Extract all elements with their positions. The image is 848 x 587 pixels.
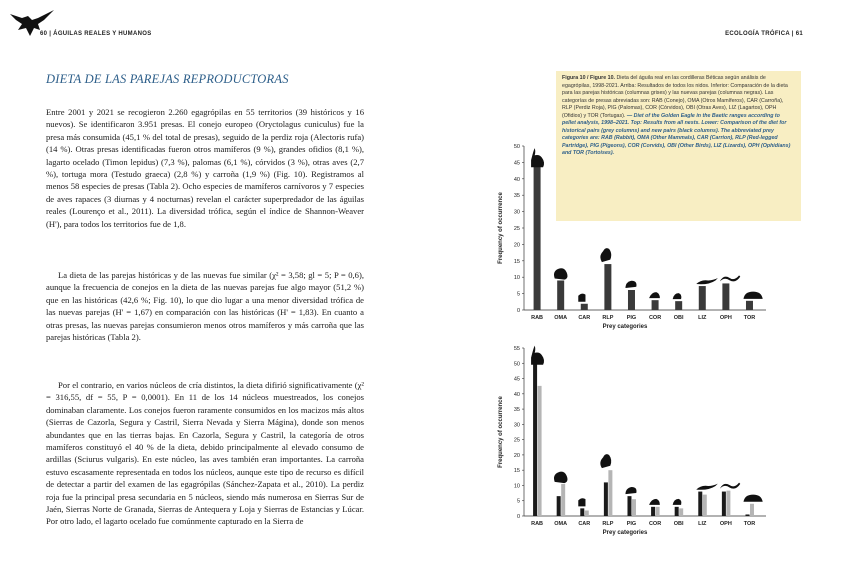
prey-pig-icon: [625, 487, 636, 494]
x-tick-label: OMA: [554, 315, 568, 321]
y-tick-label: 45: [513, 160, 520, 167]
x-tick-label: OMA: [554, 521, 568, 527]
x-tick-label: OPH: [719, 521, 732, 527]
y-tick-label: 35: [513, 407, 520, 414]
y-tick-label: 30: [513, 422, 520, 429]
y-tick-label: 40: [513, 176, 520, 183]
y-tick-label: 0: [516, 514, 520, 520]
bar-liz-historical: [703, 495, 707, 516]
prey-pig-icon: [625, 281, 636, 288]
caption-figure-label: Figura 10 / Figure 10.: [562, 75, 615, 81]
bar-oma: [557, 280, 564, 310]
bar-oph-new: [722, 492, 726, 516]
prey-oma-icon: [554, 472, 567, 483]
bar-oma-new: [557, 496, 561, 516]
x-tick-label: RLP: [602, 521, 614, 527]
prey-oma-icon: [554, 268, 567, 279]
bar-car: [581, 304, 588, 310]
bar-obi-historical: [679, 508, 683, 516]
bar-rab: [534, 162, 541, 310]
x-tick-label: TOR: [743, 315, 756, 321]
y-tick-label: 30: [513, 209, 520, 216]
bar-car-historical: [585, 511, 589, 516]
caption-spanish: Dieta del águila real en las cordilleras Béticas según análisis de egagrópilas, 1998-2021. Arriba: Resultados de todos los nidos. Inferior: Comparación de la dieta para las parejas históricas (columnas grises) y las nuevas parejas (columnas negras). Las categorías de presas abreviadas son: RAB (Conejo), OMA (Otros Mamíferos), CAR (Carroña), RLP (Perdiz Roja), PIG (Palomas), COR (Córvidos), OBI (Otras Aves), LIZ (Lagartos), OPH (Ofidios) y TOR (Tortugas).: [562, 75, 788, 119]
y-axis-label: Frequency of occurrence: [498, 396, 504, 468]
y-tick-label: 10: [513, 483, 520, 490]
x-tick-label: OBI: [673, 315, 684, 321]
y-axis-label: Frequency of occurrence: [498, 192, 504, 264]
y-tick-label: 50: [513, 144, 520, 150]
bar-pig-historical: [632, 499, 636, 516]
x-tick-label: CAR: [578, 521, 591, 527]
prey-liz-icon: [696, 278, 718, 284]
bar-tor-new: [745, 514, 749, 516]
prey-rab-icon: [531, 148, 544, 167]
prey-rlp-icon: [600, 248, 611, 262]
running-header-left: 60 | ÁGUILAS REALES Y HUMANOS: [40, 31, 152, 37]
bar-cor-historical: [656, 507, 660, 516]
bar-rab-new: [533, 360, 537, 516]
paragraph-1: Entre 2001 y 2021 se recogieron 2.260 egagrópilas en 55 territorios (39 históricos y 16 nuevos). Se identificaron 3.951 presas. El conejo europeo (Oryctolagus cuniculus) fue la presa más consumida (45,1 % del total de presas), seguido de la perdiz roja (Alectoris rufa) (14 %). Otras presas identificadas fueron otros mamíferos (9 %), grandes ofidios (8,1 %), lagarto ocelado (Timon lepidus) (7,3 %), palomas (6,1 %), córvidos (3 %), otras aves (2,7 %), tortuga mora (Testudo graeca) (2,8 %) y carroña (1,9 %) (Fig. 10). Registramos al menos 58 especies de presas (Tabla 2). Ocho especies de mamíferos carnívoros y 7 especies de aves rapaces (3 diurnas y 4 nocturnas) revelan el carácter superpredador de las águilas reales (Lourenço et al., 2011). La diversidad trófica, según el índice de Shannon-Weaver (H'), para todos los territorios fue de 1,8.: [46, 107, 364, 229]
bar-oma-historical: [561, 484, 565, 516]
y-tick-label: 5: [516, 498, 520, 505]
prey-oph-icon: [720, 275, 740, 281]
x-tick-label: OBI: [673, 521, 684, 527]
x-tick-label: COR: [648, 521, 662, 527]
y-tick-label: 55: [513, 346, 520, 352]
x-tick-label: RLP: [602, 315, 614, 321]
caption-english: — Diet of the Golden Eagle in the Baetic ranges according to pellet analysis, 1998–2021. Top: Results from all nests. Lower: Comparison of the diet for historical pairs (grey columns) and new pairs (black columns). The abbreviated prey categories are: RAB (Rabbit), OMA (Other Mammals), CAR (Carrion), RLP (Red-legged Partridge), PIG (Pigeons), COR (Corvids), OBI (Other Birds), LIZ (Lizards), OPH (Ophidians) and TOR (Tortoises).: [562, 112, 791, 156]
bar-liz-new: [698, 492, 702, 516]
y-tick-label: 10: [513, 275, 520, 282]
bar-tor: [746, 301, 753, 310]
bar-rlp-new: [604, 482, 608, 516]
bar-tor-historical: [750, 504, 754, 516]
x-tick-label: PIG: [626, 315, 637, 321]
bar-pig: [628, 290, 635, 310]
y-tick-label: 15: [513, 258, 520, 265]
bar-oph-historical: [726, 491, 730, 516]
y-tick-label: 5: [516, 291, 520, 298]
prey-car-icon: [578, 294, 585, 302]
y-tick-label: 20: [513, 452, 520, 459]
y-tick-label: 15: [513, 468, 520, 475]
chart-all-nests: [486, 140, 771, 340]
x-axis-label: Prey categories: [602, 530, 648, 536]
bar-pig-new: [627, 496, 631, 516]
bar-rlp-historical: [608, 470, 612, 516]
bar-obi-new: [675, 507, 679, 516]
y-tick-label: 25: [513, 437, 520, 444]
prey-rab-icon: [531, 346, 544, 365]
bar-car-new: [580, 508, 584, 516]
y-tick-label: 45: [513, 376, 520, 383]
bar-rab-historical: [538, 386, 542, 516]
bar-liz: [699, 286, 706, 310]
prey-tor-icon: [743, 292, 762, 299]
x-tick-label: RAB: [531, 521, 544, 527]
y-tick-label: 20: [513, 242, 520, 249]
x-tick-label: LIZ: [698, 521, 707, 527]
x-tick-label: COR: [648, 315, 662, 321]
x-tick-label: LIZ: [698, 315, 707, 321]
x-tick-label: CAR: [578, 315, 591, 321]
prey-tor-icon: [743, 495, 762, 502]
x-tick-label: RAB: [531, 315, 544, 321]
x-tick-label: TOR: [743, 521, 756, 527]
bar-rlp: [604, 264, 611, 310]
bar-cor-new: [651, 507, 655, 516]
prey-obi-icon: [673, 499, 682, 505]
prey-cor-icon: [649, 499, 660, 505]
running-header-right: ECOLOGÍA TRÓFICA | 61: [725, 31, 803, 37]
x-tick-label: OPH: [719, 315, 732, 321]
x-tick-label: PIG: [626, 521, 637, 527]
bar-cor: [652, 300, 659, 310]
y-tick-label: 50: [513, 361, 520, 368]
prey-liz-icon: [696, 484, 718, 490]
x-axis-label: Prey categories: [602, 324, 648, 330]
prey-oph-icon: [720, 483, 740, 489]
prey-rlp-icon: [600, 454, 611, 468]
prey-obi-icon: [673, 293, 682, 299]
y-tick-label: 0: [516, 308, 520, 314]
paragraph-2: La dieta de las parejas históricas y de las nuevas fue similar (χ² = 3,58; gl = 5; P = 0,6), aunque la frecuencia de conejos en la dieta de las nuevas parejas fue algo mayor (51,2 %) que en las históricas (42,6 %; Fig. 10), lo que dio lugar a una menor diversidad trófica de las nuevas parejas (H' = 1,67) en comparación con las históricas (H' = 1,83). En cuanto a otras presas, las nuevas parejas consumieron menos otros mamíferos y más carroña que las parejas históricas (Tabla 2).: [46, 270, 364, 343]
prey-cor-icon: [649, 292, 660, 298]
prey-car-icon: [578, 498, 585, 506]
y-tick-label: 35: [513, 193, 520, 200]
section-title: DIETA DE LAS PAREJAS REPRODUCTORAS: [46, 72, 289, 86]
bar-obi: [675, 301, 682, 310]
chart-historical-vs-new: [486, 342, 771, 547]
y-tick-label: 40: [513, 391, 520, 398]
bar-oph: [722, 283, 729, 310]
y-tick-label: 25: [513, 226, 520, 232]
paragraph-3: Por el contrario, en varios núcleos de cría distintos, la dieta difirió significativamente (χ² = 316,55, df = 55, P = 0,0001). En 11 de los 14 núcleos muestreados, los conejos dominaban claramente. Los conejos fueron raramente consumidos en los macizos más altos (Sierras de Cazorla, Segura y Castril, Sierra Nevada y Sierra Mágina), donde son menos abundantes que en las tierras bajas. En Cazorla, Segura y Castril, la categoría de otros mamíferos constituyó el 40 % de la dieta, debido principalmente al elevado consumo de ardillas (Sciurus vulgaris). En este núcleo, las aves también eran importantes. La carroña estuvo escasamente representada en todos los núcleos, aunque este tipo de recurso es difícil de detectar a partir del examen de las egagrópilas (Sánchez-Zapata et al., 2010). La perdiz roja fue la principal presa secundaria en 5 núcleos, siendo más numerosa en Sierras Sur de Jaén, Sierras Norte de Granada, Sierras de Antequera y Loja y Sierras de Estancias y Lúcar. Por otro lado, el lagarto ocelado fue comúnmente capturado en la Sierra de: [46, 380, 364, 527]
